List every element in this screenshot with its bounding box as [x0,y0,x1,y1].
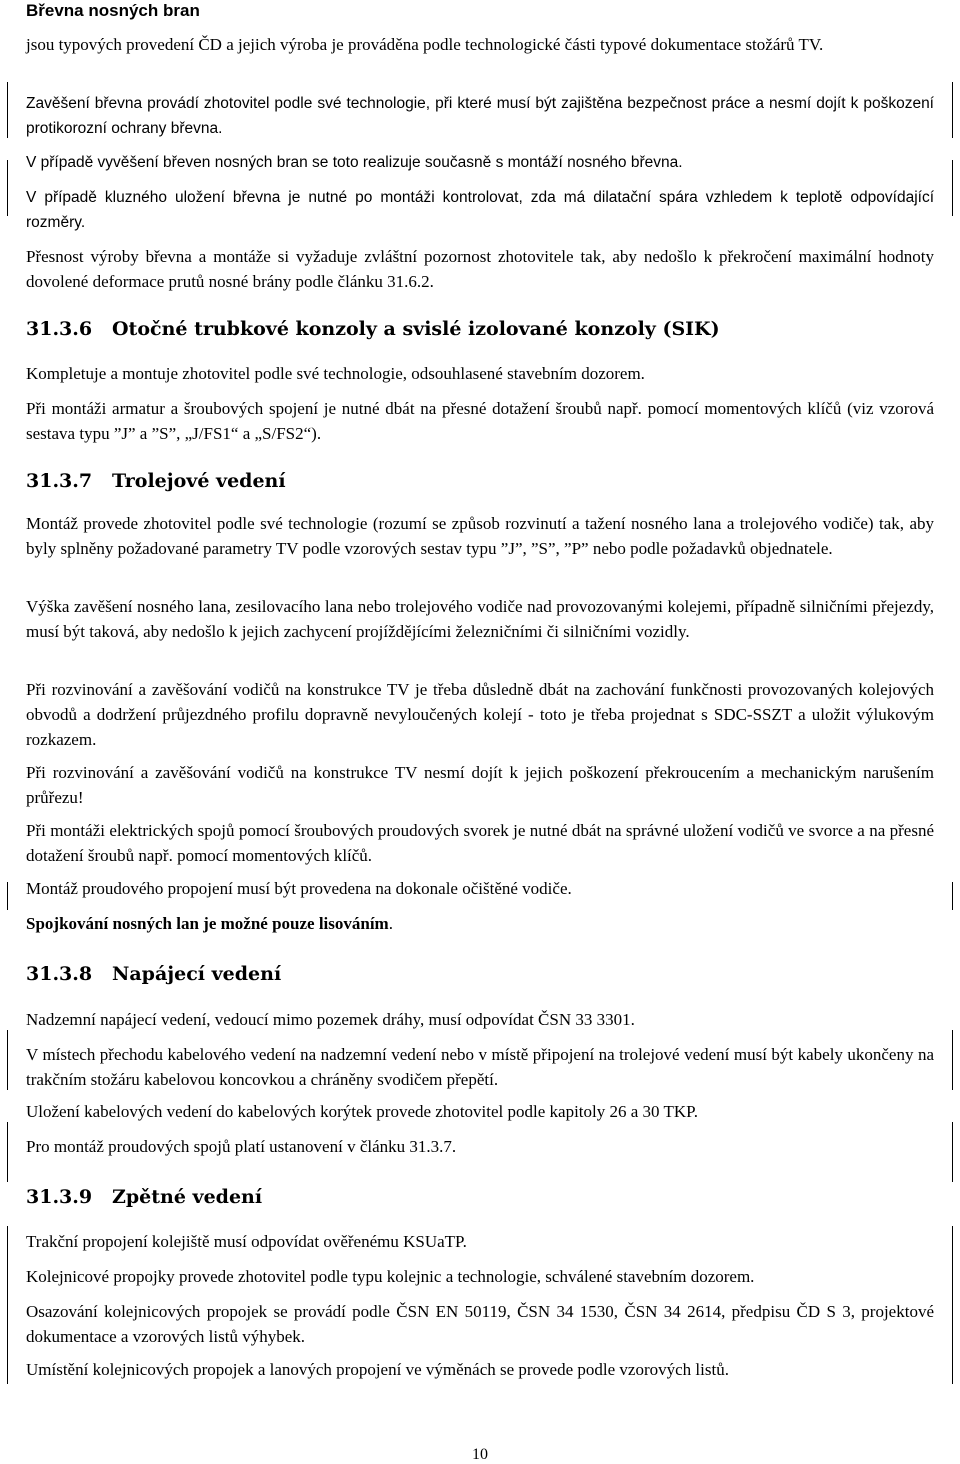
paragraph [26,911,934,936]
paragraph: V případě kluzného uložení břevna je nutné po montáži kontrolovat, zda má dilatační spára vzhledem k teplotě odpovídající rozměry. [26,189,934,231]
section-heading [26,316,720,342]
section-title: Břevna nosných bran [26,1,200,20]
change-bar [952,82,953,138]
section-heading [26,468,286,494]
paragraph: Montáž provede zhotovitel podle své technologie (rozumí se způsob rozvinutí a tažení nosného lana a trolejového vodiče) tak, aby byly splněny požadované parametry TV podle vzorových sestav typu ”J”, ”S”, ”P” nebo podle požadavků objednatele. [26,514,934,558]
section-number: 31.3.9 [26,1186,93,1208]
page-number: 10 [472,1446,488,1463]
paragraph: Umístění kolejnicových propojek a lanových propojení ve výměnách se provede podle vzorových listů. [26,1360,729,1379]
punctuation: . [388,914,393,933]
section-heading [26,961,281,987]
change-bar [952,882,953,910]
paragraph: Uložení kabelových vedení do kabelových korýtek provede zhotovitel podle kapitoly 26 a 30 TKP. [26,1102,698,1121]
section-number: 31.3.6 [26,318,93,340]
change-bar [7,1226,8,1384]
change-bar [7,82,8,138]
paragraph: jsou typových provedení ČD a jejich výroba je prováděna podle technologické části typové dokumentace stožárů TV. [26,35,824,54]
section-heading-title: Napájecí vedení [112,963,282,985]
paragraph: Při montáži armatur a šroubových spojení je nutné dbát na přesné dotažení šroubů např. pomocí momentových klíčů (viz vzorová sestava typu ”J” a ”S”, „J/FS1“ a „S/FS2“). [26,399,934,443]
paragraph: Kolejnicové propojky provede zhotovitel podle typu kolejnic a technologie, schválené stavebním dozorem. [26,1267,755,1286]
change-bar [952,1226,953,1384]
section-heading-title: Trolejové vedení [112,470,286,492]
change-bar [7,1122,8,1182]
paragraph: V případě vyvěšení břeven nosných bran se toto realizuje současně s montáží nosného břevna. [26,154,683,171]
section-number: 31.3.8 [26,963,93,985]
change-bar [7,1030,8,1090]
paragraph: Výška zavěšení nosného lana, zesilovacího lana nebo trolejového vodiče nad provozovanými kolejemi, případně silničními přejezdy, musí být taková, aby nedošlo k jejich zachycení projíždějícími železničními či silničními vozidly. [26,597,934,641]
paragraph: Při montáži elektrických spojů pomocí šroubových proudových svorek je nutné dbát na správné uložení vodičů ve svorce a na přesné dotažení šroubů např. pomocí momentových klíčů. [26,821,934,865]
change-bar [7,882,8,910]
change-bar [7,160,8,216]
paragraph: Montáž proudového propojení musí být provedena na dokonale očištěné vodiče. [26,879,572,898]
section-heading-title: Zpětné vedení [112,1186,263,1208]
change-bar [952,160,953,216]
paragraph: Nadzemní napájecí vedení, vedoucí mimo pozemek dráhy, musí odpovídat ČSN 33 3301. [26,1010,635,1029]
paragraph: Přesnost výroby břevna a montáže si vyžaduje zvláštní pozornost zhotovitele tak, aby nedošlo k překročení maximální hodnoty dovolené deformace prutů nosné brány podle článku 31.6.2. [26,247,934,291]
paragraph: Pro montáž proudových spojů platí ustanovení v článku 31.3.7. [26,1137,457,1156]
paragraph: Zavěšení břevna provádí zhotovitel podle své technologie, při které musí být zajištěna bezpečnost práce a nesmí dojít k poškození protikorozní ochrany břevna. [26,95,934,137]
paragraph: Trakční propojení kolejiště musí odpovídat ověřenému KSUaTP. [26,1232,467,1251]
paragraph: Při rozvinování a zavěšování vodičů na konstrukce TV je třeba důsledně dbát na zachování funkčnosti provozovaných kolejových obvodů a dodržení průjezdného profilu dopravně nevyloučených kolejí - toto je třeba projednat s SDC-SSZT a uložit výlukovým rozkazem. [26,680,934,749]
section-heading [26,1184,262,1210]
paragraph: V místech přechodu kabelového vedení na nadzemní vedení nebo v místě připojení na trolejové vedení musí být kabely ukončeny na trakčním stožáru kabelovou koncovkou a chráněny svodičem přepětí. [26,1045,934,1089]
bold-text: Spojkování nosných lan je možné pouze lisováním [26,914,389,933]
paragraph: Osazování kolejnicových propojek se provádí podle ČSN EN 50119, ČSN 34 1530, ČSN 34 2614, předpisu ČD S 3, projektové dokumentace a vzorových listů výhybek. [26,1302,934,1346]
change-bar [952,1030,953,1090]
paragraph: Kompletuje a montuje zhotovitel podle své technologie, odsouhlasené stavebním dozorem. [26,364,645,383]
section-number: 31.3.7 [26,470,93,492]
paragraph: Při rozvinování a zavěšování vodičů na konstrukce TV nesmí dojít k jejich poškození překroucením a mechanickým narušením průřezu! [26,763,934,807]
section-heading-title: Otočné trubkové konzoly a svislé izolované konzoly (SIK) [112,318,720,340]
change-bar [952,1122,953,1182]
